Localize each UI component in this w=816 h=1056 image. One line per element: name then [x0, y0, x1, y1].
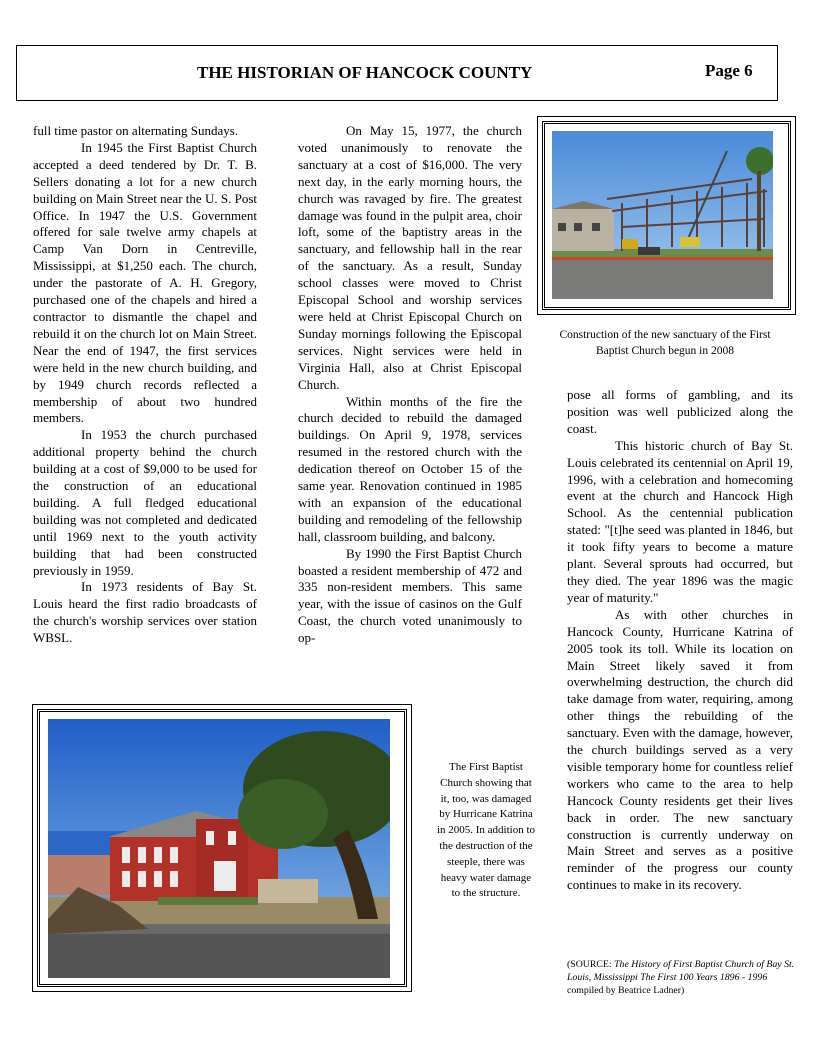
paragraph: By 1990 the First Baptist Church boasted a resident membership of 472 and 335 non-resident members. This same year, with the issue of casinos on the Gulf Coast, the church voted unanimously to op-: [298, 545, 522, 646]
construction-photo: [552, 131, 773, 299]
paragraph: In 1945 the First Baptist Church accepted a deed tendered by Dr. T. B. Sellers donating a lot for a new church building on Main Street near the U. S. Post Office. In 1947 the U.S. Government offered for sale twelve army chapels at Camp Van Dorn in Centreville, Mississippi, at $1,250 each. The church, under the pastorate of A. H. Gregory, purchased one of the chapels and hired a contractor to dismantle the chapel and rebuild it on the church lot on Main Street. Near the end of 1947, the first services were held in the new church building, and by 1949 church records reflected a membership of about two hundred members.: [33, 139, 257, 426]
source-title: The History of First Baptist Church of Bay St. Louis, Mississippi The First 100 Years 1896 - 1996: [567, 959, 795, 983]
katrina-damage-photo-image: [48, 719, 390, 978]
katrina-damage-photo: [48, 719, 390, 978]
source-citation: [567, 958, 795, 997]
paragraph: In 1953 the church purchased additional property behind the church building at a cost of $9,000 to be used for the construction of an educational building. A full fledged educational building was not completed and dedicated until 1969 next to the youth activity building that had been constructed previously in 1959.: [33, 427, 257, 578]
article-column-2: [298, 123, 522, 647]
page-number: Page 6: [705, 61, 753, 80]
article-column-1: [33, 123, 257, 647]
katrina-photo-caption: The First Baptist Church showing that it, too, was damaged by Hurricane Katrina in 2005. In addition to the destruction of the steeple, there was heavy water damage to the structure.: [436, 761, 536, 900]
construction-photo-caption: Construction of the new sanctuary of the First Baptist Church begun in 2008: [559, 329, 771, 357]
masthead: [16, 45, 778, 101]
source-suffix: compiled by Beatrice Ladner): [567, 985, 685, 996]
article-column-3: [567, 387, 793, 894]
paragraph: This historic church of Bay St. Louis celebrated its centennial on April 19, 1996, with a celebration and homecoming event at the church and Hancock High School. As the centennial publication stated: "[t]he seed was planted in 1846, but it took fifty years to become a mature plant. Several sprouts had occurred, but they died. The year 1896 was the magic year of maturity.": [567, 437, 793, 605]
paragraph: full time pastor on alternating Sundays.: [33, 123, 239, 138]
paragraph: Within months of the fire the church decided to rebuild the damaged buildings. On April 9, 1978, services resumed in the restored church with the dedication thereof on October 15 of the same year. Renovation continued in 1985 with an expansion of the educational building and remodeling of the fellowship hall, classroom building, and balcony.: [298, 393, 522, 544]
newsletter-title: THE HISTORIAN OF HANCOCK COUNTY: [197, 63, 533, 82]
paragraph: pose all forms of gambling, and its position was well publicized along the coast.: [567, 387, 793, 436]
paragraph: As with other churches in Hancock County, Hurricane Katrina of 2005 took its toll. While its location on Main Street likely saved it from overwhelming destruction, the church did take damage from water, requiring, among other things the rebuilding of the sanctuary. Even with the damage, however, the church buildings served as a very visible temporary home for countless relief workers who came to the area to help Hancock County residents get their lives back in order. The new sanctuary construction is currently underway on Main Street and serves as a positive reminder of the progress our county continues to make in its recovery.: [567, 606, 793, 893]
construction-photo-image: [552, 131, 773, 299]
source-prefix: (SOURCE:: [567, 959, 615, 970]
paragraph: In 1973 residents of Bay St. Louis heard the first radio broadcasts of the church's worship services over station WBSL.: [33, 579, 257, 646]
paragraph: On May 15, 1977, the church voted unanimously to renovate the sanctuary at a cost of $16,000. The very next day, in the early morning hours, the church was ravaged by fire. The greatest damage was found in the pulpit area, choir loft, some of the baptistry areas in the sanctuary, and fellowship hall in the rear of the sanctuary. As a result, Sunday school classes were moved to Christ Episcopal School and worship services were held at Christ Episcopal Church on Sunday mornings following the Episcopal services. Night services were held in Virginia Hall, also at Christ Episcopal Church.: [298, 123, 522, 392]
